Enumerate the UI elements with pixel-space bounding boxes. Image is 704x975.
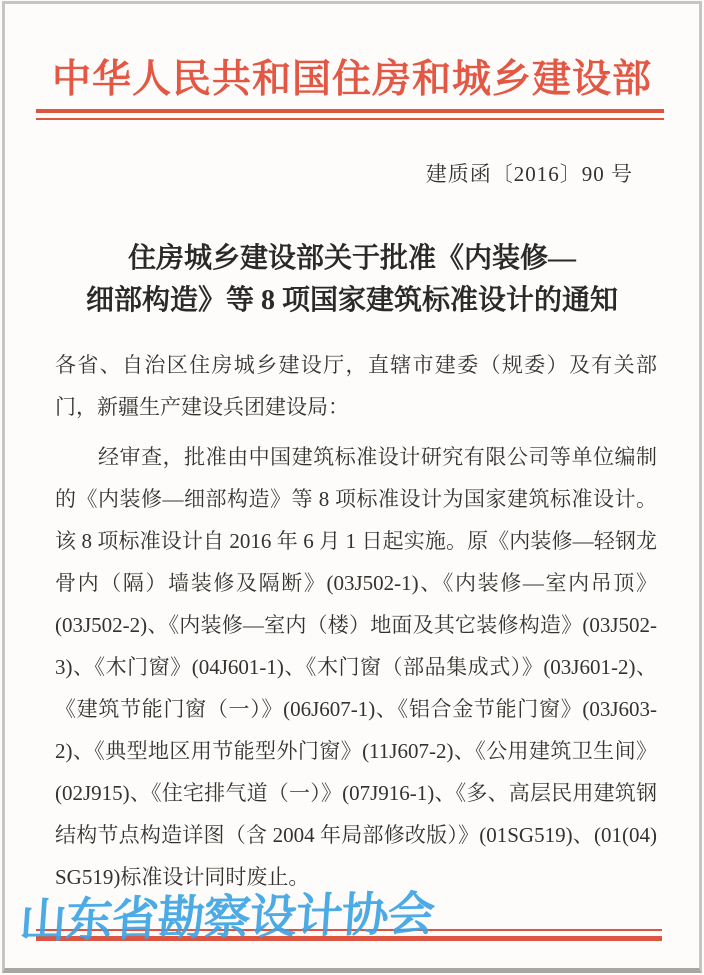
salutation-paragraph [55,344,657,428]
letterhead-divider-thin [36,118,664,120]
body-text-line: SG519)标准设计同时废止。 [55,865,310,889]
letterhead-divider-thick [36,109,664,113]
main-paragraph [55,436,657,898]
document-number: 建质函〔2016〕90 号 [425,162,633,186]
body-text-line: 经审查，批准由中国建筑标准设计研究有限公司等单位编制 [55,445,657,469]
document-title-line-2: 细部构造》等 8 项国家建筑标准设计的通知 [85,285,618,316]
body-text-line: 骨内（隔）墙装修及隔断》(03J502-1)、《内装修—室内吊顶》 [55,571,657,595]
document-body [55,344,657,898]
document-title-line-1: 住房城乡建设部关于批准《内装修— [127,243,576,274]
body-text-line: 该 8 项标准设计自 2016 年 6 月 1 日起实施。原《内装修—轻钢龙 [55,529,657,553]
body-text-line: 的《内装修—细部构造》等 8 项标准设计为国家建筑标准设计。 [55,487,657,511]
document-title [0,238,704,322]
body-text-line: 结构节点构造详图（含 2004 年局部修改版）》(01SG519)、(01(04) [55,823,657,847]
letterhead-title: 中华人民共和国住房和城乡建设部 [51,58,652,101]
body-text-line: 2)、《典型地区用节能型外门窗》(11J607-2)、《公用建筑卫生间》 [55,739,657,763]
body-text-line: 《建筑节能门窗（一）》(06J607-1)、《铝合金节能门窗》(03J603- [55,697,657,721]
association-watermark: 山东省勘察设计协会 [17,888,436,949]
body-text-line: 3)、《木门窗》(04J601-1)、《木门窗（部品集成式）》(03J601-2)、 [55,655,657,679]
body-text-line: 各省、自治区住房城乡建设厅，直辖市建委（规委）及有关部 [55,353,657,377]
body-text-line: (03J502-2)、《内装修—室内（楼）地面及其它装修构造》(03J502- [55,613,657,637]
body-text-line: (02J915)、《住宅排气道（一）》(07J916-1)、《多、高层民用建筑钢 [55,781,657,805]
body-text-line: 门，新疆生产建设兵团建设局： [55,395,349,419]
